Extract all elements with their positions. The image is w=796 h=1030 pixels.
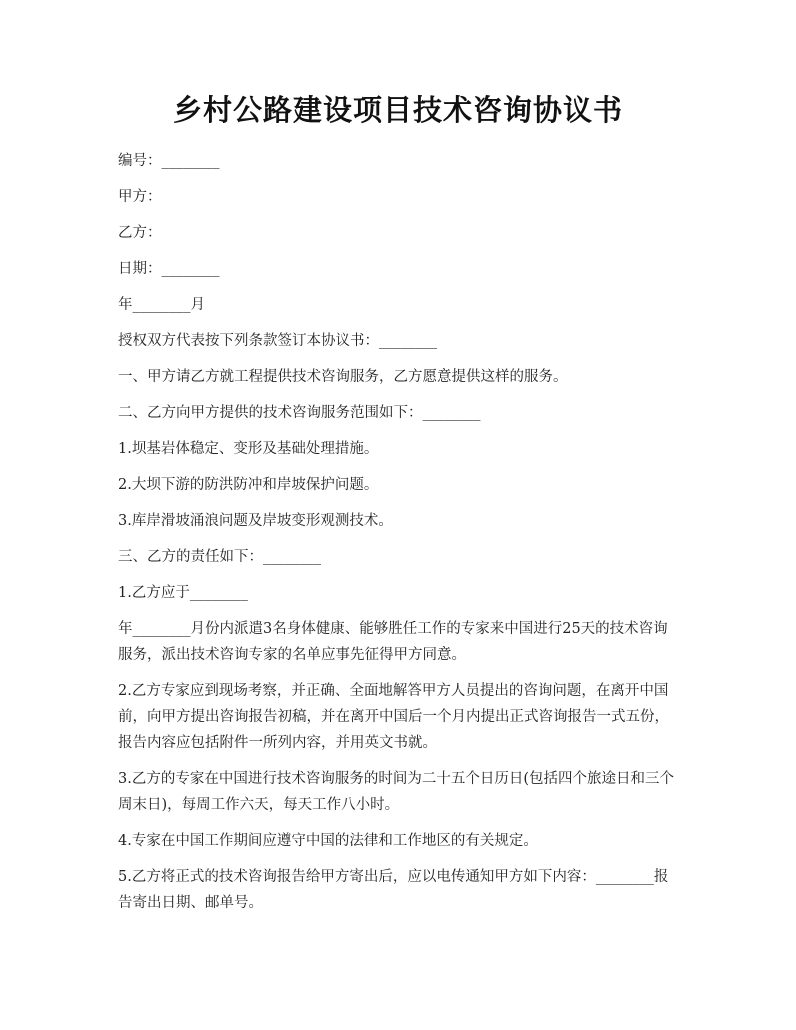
document-title: 乡村公路建设项目技术咨询协议书 (172, 93, 623, 127)
clause-3-item-2: 2.乙方专家应到现场考察，并正确、全面地解答甲方人员提出的咨询问题，在离开中国前，向甲方提出咨询报告初稿，并在离开中国后一个月内提出正式咨询报告一式五份，报告内容应包括附件一所列内容，并用英文书就。 (118, 683, 669, 751)
clause-3-item-4: 4.专家在中国工作期间应遵守中国的法律和工作地区的有关规定。 (118, 833, 538, 849)
field-party-a: 甲方： (118, 189, 162, 205)
clause-3-item-3: 3.乙方的专家在中国进行技术咨询服务的时间为二十五个日历日(包括四个旅途日和三个周末日)，每周工作六天，每天工作八小时。 (118, 771, 674, 813)
field-number: 编号：________ (118, 153, 220, 169)
clause-1: 一、甲方请乙方就工程提供技术咨询服务，乙方愿意提供这样的服务。 (118, 369, 568, 385)
field-year-month: 年________月 (118, 297, 205, 313)
field-party-b: 乙方： (118, 225, 162, 241)
clause-2-item-1: 1.坝基岩体稳定、变形及基础处理措施。 (118, 441, 379, 457)
paragraph-authorization: 授权双方代表按下列条款签订本协议书：________ (118, 333, 437, 349)
document-body (118, 148, 678, 926)
clause-3: 三、乙方的责任如下：________ (118, 549, 321, 565)
clause-2-item-3: 3.库岸滑坡涌浪问题及岸坡变形观测技术。 (118, 513, 393, 529)
field-date: 日期：________ (118, 261, 220, 277)
clause-3-item-5: 5.乙方将正式的技术咨询报告给甲方寄出后，应以电传通知甲方如下内容：________报告寄出日期、邮单号。 (118, 869, 669, 911)
clause-3-item-1: 1.乙方应于________ (118, 585, 248, 601)
clause-2-item-2: 2.大坝下游的防洪防冲和岸坡保护问题。 (118, 477, 379, 493)
clause-2: 二、乙方向甲方提供的技术咨询服务范围如下：________ (118, 405, 481, 421)
clause-3-item-1-detail: 年________月份内派遣3名身体健康、能够胜任工作的专家来中国进行25天的技术咨询服务，派出技术咨询专家的名单应事先征得甲方同意。 (118, 621, 668, 663)
